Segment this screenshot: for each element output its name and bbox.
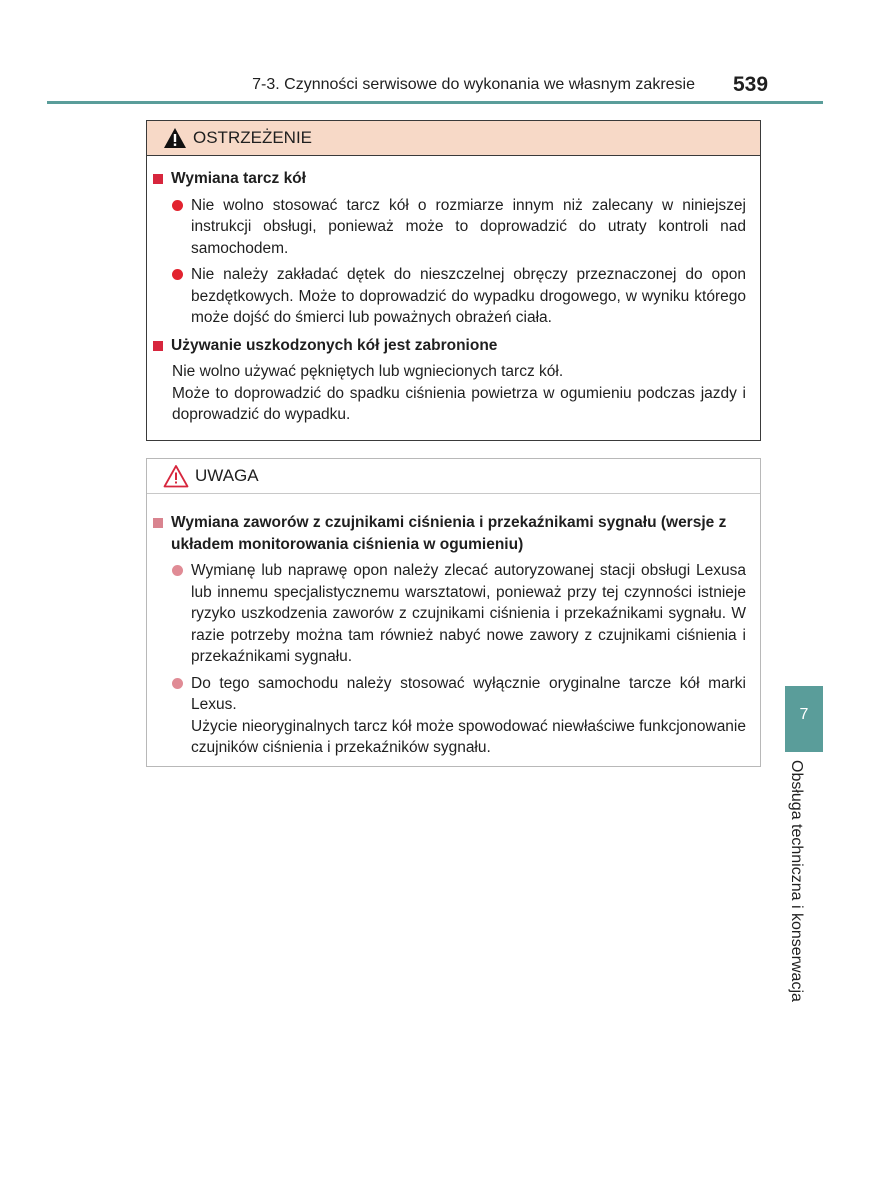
notice-box-body: [147, 494, 760, 759]
dot-bullet-icon: [172, 200, 183, 211]
list-item-text: Nie wolno stosować tarcz kół o rozmiarze innym niż zalecany w niniejszej instrukcji obsługi, ponieważ może to doprowadzić do utraty kontroli nad samochodem.: [191, 196, 746, 257]
list-item: [153, 560, 746, 668]
warning-box-body: [147, 156, 760, 426]
square-bullet-icon: [153, 341, 163, 351]
list-item: [153, 264, 746, 329]
notice-box: [146, 458, 761, 767]
notice-box-header: [147, 459, 760, 494]
list-item: [153, 195, 746, 260]
dot-bullet-icon: [172, 565, 183, 576]
dot-bullet-icon: [172, 678, 183, 689]
outline-warning-triangle-icon: [163, 464, 189, 488]
list-item: [153, 673, 746, 759]
page-number: 539: [733, 73, 769, 96]
square-bullet-icon: [153, 174, 163, 184]
section-title-text: Wymiana tarcz kół: [171, 170, 306, 187]
list-item-text: Wymianę lub naprawę opon należy zlecać autoryzowanej stacji obsługi Lexusa lub innemu specjalistycznemu warsztatowi, ponieważ przy tej czynności istnieje ryzyko uszkodzenia zaworów z czujnikami ciśnienia i przekaźnikami sygnału. W razie potrzeby można tam również nabyć nowe zawory z czujnikami ciśnienia i przekaźnikami sygnału.: [191, 562, 746, 665]
section-title: [153, 512, 746, 555]
filled-warning-triangle-icon: [163, 127, 187, 149]
list-item-text: Nie należy zakładać dętek do nieszczelnej obręczy przeznaczonej do opon bezdętkowych. Może to doprowadzić do wypadku drogowego, w wyniku którego może dojść do śmierci lub poważnych obrażeń ciała.: [191, 266, 746, 326]
header-rule: [47, 101, 823, 104]
notice-title: UWAGA: [195, 466, 259, 485]
warning-box: [146, 120, 761, 441]
header-title: 7-3. Czynności serwisowe do wykonania we własnym zakresie: [252, 76, 695, 93]
section-title: [153, 168, 746, 190]
paragraph: Może to doprowadzić do spadku ciśnienia powietrza w ogumieniu podczas jazdy i doprowadzić do wypadku.: [172, 384, 746, 423]
chapter-tab: [785, 686, 823, 752]
section-title-text: Używanie uszkodzonych kół jest zabronione: [171, 336, 498, 354]
dot-bullet-icon: [172, 269, 183, 280]
section-title-text: Wymiana zaworów z czujnikami ciśnienia i przekaźnikami sygnału (wersje z układem monitorowania ciśnienia w ogumieniu): [171, 514, 727, 553]
list-item-text: [191, 673, 746, 759]
list-item-line: Do tego samochodu należy stosować wyłącznie oryginalne tarcze kół marki Lexus.: [191, 674, 746, 713]
chapter-label: Obsługa techniczna i konserwacja: [788, 760, 805, 1002]
warning-box-header: [147, 121, 760, 156]
section-title: [153, 335, 746, 357]
paragraph: Nie wolno używać pękniętych lub wgniecionych tarcz kół.: [172, 363, 564, 380]
square-bullet-icon: [153, 518, 163, 528]
warning-title: OSTRZEŻENIE: [193, 128, 313, 147]
list-item-line: Użycie nieoryginalnych tarcz kół może spowodować niewłaściwe funkcjonowanie czujników ciśnienia i przekaźników sygnału.: [191, 717, 746, 756]
chapter-number: 7: [799, 706, 809, 723]
